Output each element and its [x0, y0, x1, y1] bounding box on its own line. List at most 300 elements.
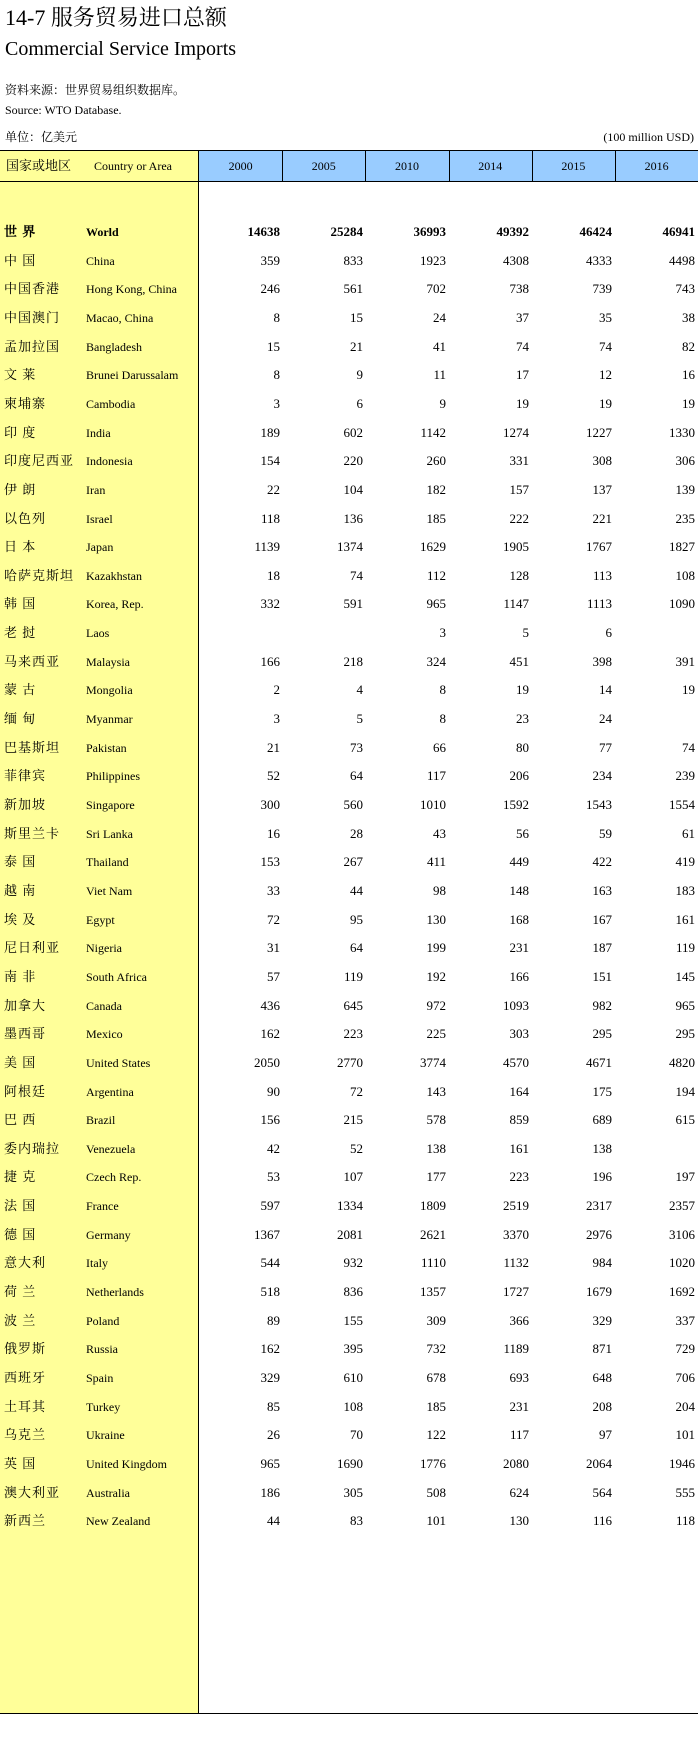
value-cell: 702 [426, 281, 446, 297]
country-name-en: Spain [86, 1371, 114, 1385]
country-name-en: Kazakhstan [86, 568, 142, 583]
country-name-en: India [86, 425, 111, 440]
value-cell: 19 [516, 395, 529, 411]
unit-label-cn: 单位：亿美元 [5, 130, 78, 144]
value-cell: 166 [509, 968, 529, 984]
country-name-cn: 德 国 [4, 1226, 37, 1242]
value-cell: 117 [509, 1427, 529, 1443]
value-cell: 37 [516, 309, 529, 325]
country-name-en: Malaysia [86, 654, 130, 669]
country-name-cn: 意大利 [4, 1255, 47, 1271]
value-cell: 19 [516, 682, 529, 698]
source-note-cn: 资料来源：世界贸易组织数据库。 [5, 83, 186, 97]
header-country-en: Country or Area [94, 159, 172, 173]
country-name-en: Nigeria [86, 941, 122, 956]
country-name-cn: 孟加拉国 [4, 338, 61, 354]
country-name-en: Canada [86, 998, 122, 1013]
value-cell: 74 [682, 739, 695, 755]
country-name-cn: 巴基斯坦 [4, 739, 61, 755]
country-name-cn: 哈萨克斯坦 [4, 567, 75, 583]
country-name-cn: 中 国 [4, 252, 37, 268]
table-row [0, 908, 698, 932]
country-name-en: Egypt [86, 912, 115, 927]
value-cell: 1592 [503, 797, 529, 812]
value-cell: 1090 [669, 596, 695, 612]
value-cell: 1142 [420, 424, 446, 440]
country-name-cn: 新西兰 [4, 1513, 47, 1529]
value-cell: 2519 [503, 1198, 529, 1214]
value-cell: 1357 [420, 1284, 446, 1300]
country-name-cn: 土耳其 [4, 1398, 47, 1414]
country-name-cn: 蒙 古 [4, 682, 37, 698]
country-name-en: United States [86, 1055, 151, 1070]
table-row [0, 822, 698, 846]
value-cell: 24 [433, 309, 446, 325]
country-name-en: Korea, Rep. [86, 597, 144, 612]
country-name-cn: 澳大利亚 [4, 1484, 61, 1500]
country-name-cn: 委内瑞拉 [4, 1140, 61, 1156]
value-cell: 21 [267, 739, 280, 755]
value-cell: 157 [509, 481, 529, 497]
value-cell: 12 [599, 367, 612, 383]
value-cell: 306 [675, 453, 695, 469]
value-cell: 108 [343, 1398, 363, 1414]
value-cell: 95 [350, 911, 363, 927]
value-cell: 97 [599, 1427, 612, 1443]
country-name-cn: 泰 国 [4, 854, 37, 870]
value-cell: 4498 [669, 252, 695, 268]
value-cell: 137 [592, 481, 612, 497]
table-row [0, 392, 698, 416]
value-cell: 3 [273, 395, 280, 411]
value-cell: 167 [592, 911, 612, 927]
value-cell: 186 [260, 1484, 280, 1500]
value-cell: 1679 [586, 1284, 612, 1300]
country-name-en: Italy [86, 1256, 108, 1271]
table-row [0, 1423, 698, 1447]
value-cell: 1274 [503, 424, 529, 440]
value-cell: 411 [426, 854, 446, 870]
value-cell: 49392 [496, 224, 529, 239]
value-cell: 645 [343, 997, 363, 1013]
value-cell: 44 [350, 882, 363, 898]
value-cell: 2050 [254, 1054, 280, 1070]
unit-label-en: (100 million USD) [603, 130, 694, 144]
value-cell: 66 [433, 739, 446, 755]
country-name-cn: 韩 国 [4, 596, 37, 612]
value-cell: 116 [592, 1513, 612, 1529]
value-cell: 2081 [337, 1226, 363, 1242]
country-name-cn: 马来西亚 [4, 653, 61, 669]
value-cell: 183 [675, 882, 695, 898]
value-cell: 222 [509, 510, 529, 526]
table-row [0, 936, 698, 960]
country-name-en: Australia [86, 1485, 130, 1500]
country-name-cn: 斯里兰卡 [4, 825, 61, 841]
value-cell: 166 [260, 653, 280, 669]
table-row [0, 736, 698, 760]
country-name-en: Cambodia [86, 396, 136, 411]
country-name-cn: 文 莱 [4, 367, 37, 383]
table-row [0, 1481, 698, 1505]
value-cell: 3370 [503, 1226, 529, 1242]
value-cell: 1827 [669, 539, 695, 555]
country-name-en: Singapore [86, 798, 135, 812]
year-header-separator [532, 151, 533, 181]
value-cell: 77 [599, 739, 612, 755]
value-cell: 1147 [503, 596, 529, 612]
table-row [0, 220, 698, 244]
country-name-cn: 菲律宾 [4, 768, 47, 784]
table-bottom-rule [0, 1713, 698, 1714]
table-row [0, 1080, 698, 1104]
country-name-cn: 越 南 [4, 882, 37, 898]
value-cell: 295 [592, 1026, 612, 1042]
header-country-cn: 国家或地区 [6, 158, 72, 173]
country-name-cn: 南 非 [4, 968, 37, 984]
country-name-en: Iran [86, 482, 106, 497]
value-cell: 5 [356, 711, 363, 727]
country-name-cn: 伊 朗 [4, 481, 37, 497]
value-cell: 74 [599, 338, 612, 354]
value-cell: 136 [343, 510, 363, 526]
table-row [0, 306, 698, 330]
table-row [0, 678, 698, 702]
table-row [0, 249, 698, 273]
country-name-en: Sri Lanka [86, 826, 133, 841]
table-row [0, 994, 698, 1018]
value-cell: 398 [592, 653, 612, 669]
value-cell: 223 [509, 1169, 529, 1185]
value-cell: 187 [592, 940, 612, 956]
value-cell: 197 [675, 1169, 695, 1185]
value-cell: 117 [426, 768, 446, 784]
value-cell: 104 [343, 481, 363, 497]
value-cell: 192 [426, 968, 446, 984]
value-cell: 518 [260, 1284, 280, 1300]
value-cell: 220 [343, 453, 363, 469]
value-cell: 239 [675, 768, 695, 784]
value-cell: 17 [516, 367, 529, 383]
value-cell: 8 [439, 711, 446, 727]
year-header-separator [449, 151, 450, 181]
value-cell: 4570 [503, 1054, 529, 1070]
country-name-en: Argentina [86, 1084, 134, 1099]
country-name-en: World [86, 225, 119, 239]
value-cell: 449 [509, 854, 529, 870]
value-cell: 451 [509, 653, 529, 669]
year-header-separator [282, 151, 283, 181]
table-row [0, 592, 698, 616]
value-cell: 221 [592, 510, 612, 526]
value-cell: 57 [267, 968, 280, 984]
value-cell: 101 [675, 1427, 695, 1443]
value-cell: 1113 [586, 596, 612, 612]
value-cell: 1010 [420, 797, 446, 812]
country-name-cn: 墨西哥 [4, 1026, 47, 1042]
year-header-cell: 2010 [394, 159, 419, 173]
value-cell: 678 [426, 1370, 446, 1385]
value-cell: 112 [426, 567, 446, 583]
country-name-en: Bangladesh [86, 339, 142, 354]
country-name-en: Mexico [86, 1027, 123, 1042]
value-cell: 74 [516, 338, 529, 354]
table-row [0, 650, 698, 674]
value-cell: 1093 [503, 997, 529, 1013]
country-name-en: Czech Rep. [86, 1170, 142, 1185]
value-cell: 138 [426, 1140, 446, 1156]
value-cell: 1692 [669, 1284, 695, 1300]
value-cell: 2064 [586, 1455, 612, 1471]
value-cell: 223 [343, 1026, 363, 1042]
value-cell: 309 [426, 1312, 446, 1328]
value-cell: 138 [592, 1140, 612, 1156]
value-cell: 154 [260, 453, 280, 469]
value-cell: 28 [350, 825, 363, 841]
country-name-cn: 乌克兰 [4, 1427, 47, 1443]
value-cell: 366 [509, 1312, 529, 1328]
value-cell: 1809 [420, 1198, 446, 1214]
value-cell: 693 [509, 1370, 529, 1385]
table-row [0, 363, 698, 387]
value-cell: 225 [426, 1026, 446, 1042]
table-row [0, 1108, 698, 1132]
table-row [0, 1366, 698, 1390]
country-name-en: South Africa [86, 969, 147, 984]
value-cell: 185 [426, 510, 446, 526]
value-cell: 324 [426, 653, 446, 669]
value-cell: 26 [267, 1427, 280, 1443]
value-cell: 2621 [420, 1226, 446, 1242]
value-cell: 329 [592, 1312, 612, 1328]
value-cell: 965 [426, 596, 446, 612]
value-cell: 544 [260, 1255, 280, 1271]
value-cell: 1132 [503, 1255, 529, 1271]
country-name-cn: 柬埔寨 [4, 395, 47, 411]
country-name-cn: 美 国 [4, 1054, 37, 1070]
country-name-en: Russia [86, 1342, 119, 1357]
value-cell: 615 [675, 1112, 695, 1128]
value-cell: 1629 [420, 539, 446, 555]
value-cell: 52 [267, 768, 280, 784]
value-cell: 8 [273, 367, 280, 383]
value-cell: 108 [675, 567, 695, 583]
value-cell: 738 [509, 281, 529, 297]
table-row [0, 277, 698, 301]
value-cell: 46941 [662, 224, 695, 239]
value-cell: 578 [426, 1112, 446, 1128]
value-cell: 508 [426, 1484, 446, 1500]
value-cell: 16 [682, 367, 695, 383]
value-cell: 308 [592, 453, 612, 469]
value-cell: 161 [509, 1140, 529, 1156]
value-cell: 5 [522, 625, 529, 641]
table-row [0, 1337, 698, 1361]
value-cell: 984 [592, 1255, 612, 1271]
country-name-en: Viet Nam [86, 883, 133, 898]
table-row [0, 535, 698, 559]
value-cell: 208 [592, 1398, 612, 1414]
table-title-cn: 14-7 服务贸易进口总额 [5, 5, 227, 30]
value-cell: 148 [509, 882, 529, 898]
country-name-cn: 印度尼西亚 [4, 453, 75, 469]
table-row [0, 965, 698, 989]
value-cell: 4 [356, 682, 363, 698]
country-name-cn: 缅 甸 [4, 711, 37, 727]
country-name-cn: 新加坡 [4, 797, 47, 812]
value-cell: 24 [599, 711, 612, 727]
table-row [0, 449, 698, 473]
value-cell: 82 [682, 338, 695, 354]
value-cell: 561 [343, 281, 363, 297]
value-cell: 73 [350, 739, 363, 755]
value-cell: 337 [675, 1312, 695, 1328]
value-cell: 1690 [337, 1455, 363, 1471]
country-name-en: Indonesia [86, 454, 133, 469]
value-cell: 267 [343, 854, 363, 870]
value-cell: 1727 [503, 1284, 529, 1300]
value-cell: 982 [592, 997, 612, 1013]
country-name-cn: 阿根廷 [4, 1083, 47, 1099]
country-name-en: Venezuela [86, 1141, 136, 1156]
value-cell: 64 [350, 768, 363, 784]
value-cell: 2 [273, 682, 280, 698]
table-row [0, 1280, 698, 1304]
value-cell: 15 [350, 309, 363, 325]
table-row [0, 1452, 698, 1476]
value-cell: 113 [592, 567, 612, 583]
value-cell: 122 [426, 1427, 446, 1443]
value-cell: 3106 [669, 1226, 695, 1242]
value-cell: 8 [439, 682, 446, 698]
value-cell: 42 [267, 1140, 280, 1156]
country-name-en: Thailand [86, 855, 129, 870]
value-cell: 8 [273, 309, 280, 325]
value-cell: 2976 [586, 1226, 612, 1242]
country-name-en: Japan [86, 540, 114, 555]
value-cell: 14638 [247, 224, 280, 239]
country-name-cn: 巴 西 [4, 1112, 37, 1128]
value-cell: 1905 [503, 539, 529, 555]
table-row [0, 764, 698, 788]
value-cell: 1020 [669, 1255, 695, 1271]
value-cell: 1554 [669, 797, 695, 812]
value-cell: 1767 [586, 539, 612, 555]
value-cell: 44 [267, 1513, 280, 1529]
value-cell: 218 [343, 653, 363, 669]
value-cell: 965 [260, 1455, 280, 1471]
value-cell: 182 [426, 481, 446, 497]
value-cell: 23 [516, 711, 529, 727]
year-header-cell: 2000 [228, 159, 253, 173]
value-cell: 859 [509, 1112, 529, 1128]
table-row [0, 507, 698, 531]
value-cell: 177 [426, 1169, 446, 1185]
value-cell: 163 [592, 882, 612, 898]
country-name-en: Hong Kong, China [86, 282, 177, 297]
value-cell: 332 [260, 596, 280, 612]
value-cell: 107 [343, 1169, 363, 1185]
table-row [0, 1137, 698, 1161]
country-name-en: Philippines [86, 769, 141, 784]
value-cell: 6 [356, 395, 363, 411]
country-name-cn: 荷 兰 [4, 1284, 37, 1300]
country-name-cn: 老 挝 [4, 625, 37, 641]
country-name-en: Laos [86, 626, 110, 641]
value-cell: 53 [267, 1169, 280, 1185]
value-cell: 1330 [669, 424, 695, 440]
value-cell: 156 [260, 1112, 280, 1128]
country-name-en: Israel [86, 511, 113, 526]
value-cell: 3 [439, 625, 446, 641]
value-cell: 564 [592, 1484, 612, 1500]
table-row [0, 1165, 698, 1189]
value-cell: 119 [675, 940, 695, 956]
value-cell: 162 [260, 1341, 280, 1357]
value-cell: 3 [273, 711, 280, 727]
country-name-cn: 英 国 [4, 1455, 37, 1471]
value-cell: 329 [260, 1370, 280, 1385]
value-cell: 965 [675, 997, 695, 1013]
value-cell: 80 [516, 739, 529, 755]
value-cell: 128 [509, 567, 529, 583]
value-cell: 35 [599, 309, 612, 325]
value-cell: 83 [350, 1513, 363, 1529]
country-name-cn: 波 兰 [4, 1312, 37, 1328]
value-cell: 19 [682, 395, 695, 411]
value-cell: 1367 [254, 1226, 280, 1242]
value-cell: 231 [509, 1398, 529, 1414]
value-cell: 1776 [420, 1455, 446, 1471]
country-name-en: Brunei Darussalam [86, 368, 179, 383]
value-cell: 602 [343, 424, 363, 440]
value-cell: 2357 [669, 1198, 695, 1214]
value-cell: 422 [592, 854, 612, 870]
table-row [0, 1051, 698, 1075]
value-cell: 151 [592, 968, 612, 984]
value-cell: 732 [426, 1341, 446, 1357]
country-name-en: Germany [86, 1227, 131, 1242]
value-cell: 9 [439, 395, 446, 411]
value-cell: 4671 [586, 1054, 612, 1070]
value-cell: 85 [267, 1398, 280, 1414]
country-name-en: New Zealand [86, 1514, 151, 1529]
value-cell: 305 [343, 1484, 363, 1500]
value-cell: 1139 [254, 539, 280, 555]
country-name-cn: 法 国 [4, 1198, 37, 1214]
value-cell: 19 [682, 682, 695, 698]
value-cell: 64 [350, 940, 363, 956]
table-row [0, 564, 698, 588]
table-row [0, 879, 698, 903]
country-name-en: Ukraine [86, 1428, 125, 1443]
table-row [0, 621, 698, 645]
table-row [0, 478, 698, 502]
value-cell: 706 [675, 1370, 695, 1385]
value-cell: 359 [260, 252, 280, 268]
country-name-cn: 印 度 [4, 424, 37, 440]
value-cell: 206 [509, 768, 529, 784]
table-row [0, 1309, 698, 1333]
value-cell: 155 [343, 1312, 363, 1328]
value-cell: 1543 [586, 797, 612, 812]
country-name-cn: 西班牙 [4, 1370, 47, 1385]
table-row [0, 1194, 698, 1218]
year-header-cell: 2015 [561, 159, 586, 173]
value-cell: 624 [509, 1484, 529, 1500]
value-cell: 591 [343, 596, 363, 612]
country-name-en: Brazil [86, 1113, 116, 1128]
